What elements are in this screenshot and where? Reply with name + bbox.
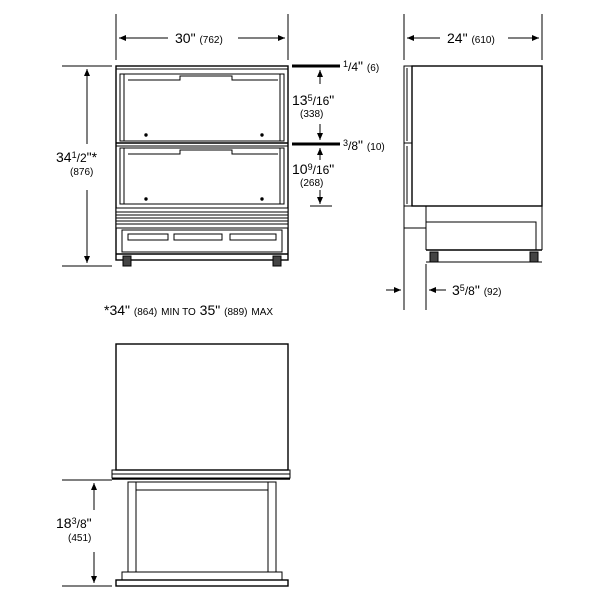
- upper-drawer-label: $13^5/16$": [292, 92, 335, 108]
- front-height-dimension: [62, 66, 112, 266]
- side-cabinet-outline: [412, 66, 542, 206]
- side-grille-profile: [404, 206, 426, 228]
- side-view: [386, 14, 542, 310]
- clearance-mm: (451): [68, 533, 92, 544]
- open-cabinet-body: [128, 482, 276, 572]
- side-depth-label: 24" (610): [447, 30, 495, 46]
- upper-drawer: [120, 74, 284, 141]
- lower-drawer-label: $10^9/16$": [292, 161, 335, 177]
- front-width-label: 30" (762): [175, 30, 223, 46]
- front-height-label: $34^1/2"*$: [56, 149, 98, 165]
- mid-gap-label: $^3$/8" (10): [343, 137, 385, 153]
- front-height-mm: (876): [70, 167, 94, 178]
- grille: [116, 208, 288, 228]
- top-gap-label: $^1$/4" (6): [343, 58, 380, 74]
- front-right-foot: [273, 256, 281, 266]
- side-door-profile: [404, 66, 412, 206]
- lower-drawer-mm: (268): [300, 178, 324, 189]
- upper-drawer-mm: (338): [300, 109, 324, 120]
- height-note: *34" (864) MIN TO 35" (889) MAX: [104, 302, 274, 318]
- open-view: [62, 344, 290, 586]
- side-offset-label: $3^5/8$" (92): [452, 282, 502, 298]
- front-base: [116, 230, 288, 254]
- open-drawer-front: [116, 344, 288, 470]
- front-cabinet-outline: [116, 66, 288, 260]
- front-view: [62, 14, 340, 266]
- clearance-label: $18^3/8$": [56, 515, 92, 531]
- front-left-foot: [123, 256, 131, 266]
- lower-drawer: [120, 148, 284, 204]
